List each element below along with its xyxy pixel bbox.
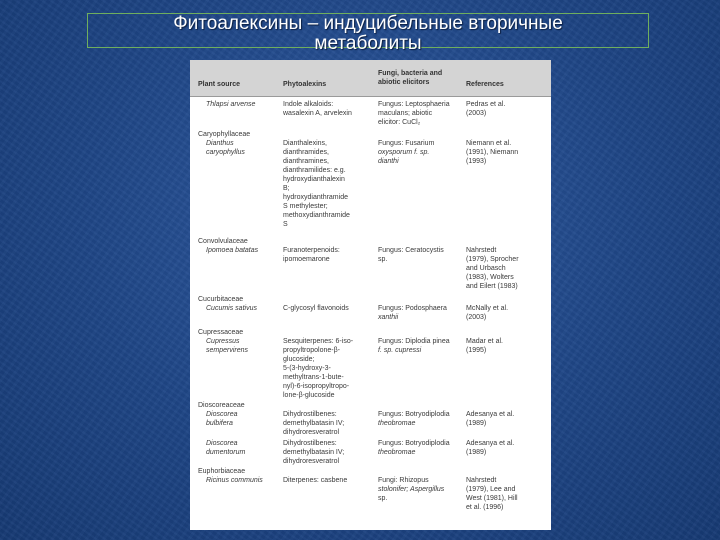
r7-plant-1: Dioscorea bbox=[206, 440, 238, 447]
slide-title bbox=[87, 13, 649, 54]
r3-elic-2: sp. bbox=[378, 256, 388, 263]
r2-plant-1: Dianthus bbox=[206, 140, 234, 147]
r8-elic-3: sp. bbox=[378, 495, 388, 502]
r2-phyto-5: hydroxydianthalexin bbox=[283, 176, 345, 183]
r6-ref-1: Adesanya et al. bbox=[466, 411, 515, 418]
r8-family: Euphorbiaceae bbox=[198, 468, 246, 475]
r5-ref-1: Madar et al. bbox=[466, 338, 503, 345]
r7-ref-2: (1989) bbox=[466, 449, 487, 456]
r8-ref-3: West (1981), Hill bbox=[466, 495, 518, 502]
r7-phyto-3: dihydroresveratrol bbox=[283, 458, 340, 465]
r1-elic-1: Fungus: Leptosphaeria bbox=[378, 101, 450, 108]
r7-plant-2: dumentorum bbox=[206, 449, 246, 456]
r3-ref-3: and Urbasch bbox=[466, 265, 506, 272]
r8-phyto-1: Diterpenes: casbene bbox=[283, 477, 348, 484]
r2-phyto-4: dianthramilides: e.g. bbox=[283, 167, 346, 174]
r6-elic-1: Fungus: Botryodiplodia bbox=[378, 411, 450, 418]
r8-ref-2: (1979), Lee and bbox=[466, 486, 516, 493]
r4-family: Cucurbitaceae bbox=[198, 296, 244, 303]
r6-phyto-2: demethylbatasin IV; bbox=[283, 420, 345, 427]
r4-ref-1: McNally et al. bbox=[466, 305, 509, 312]
r6-family: Dioscoreaceae bbox=[198, 402, 245, 409]
r2-phyto-7: hydroxydianthramide bbox=[283, 194, 348, 201]
r1-phyto-1: Indole alkaloids: bbox=[283, 101, 334, 108]
r2-ref-1: Niemann et al. bbox=[466, 140, 512, 147]
r6-plant-2: bulbifera bbox=[206, 420, 233, 427]
header-elicitors-line-1: Fungi, bacteria and bbox=[378, 70, 443, 77]
r3-elic-1: Fungus: Ceratocystis bbox=[378, 247, 444, 254]
r5-phyto-5: methyltrans-1-bute- bbox=[283, 374, 344, 381]
r5-ref-2: (1995) bbox=[466, 347, 487, 354]
r3-phyto-1: Furanoterpenoids: bbox=[283, 247, 340, 254]
r3-ref-1: Nahrstedt bbox=[466, 247, 497, 254]
r3-plant: Ipomoea batatas bbox=[206, 247, 259, 254]
phytoalexins-table bbox=[190, 60, 551, 530]
r8-ref-4: et al. (1996) bbox=[466, 504, 504, 511]
r1-elic-2: maculans; abiotic bbox=[378, 110, 433, 117]
r5-plant-2: sempervirens bbox=[206, 347, 249, 354]
r2-ref-2: (1991), Niemann bbox=[466, 149, 519, 156]
r2-phyto-1: Dianthalexins, bbox=[283, 140, 327, 147]
r5-phyto-6: nyl)-6-isopropyltropo- bbox=[283, 383, 350, 390]
r7-phyto-1: Dihydrostilbenes: bbox=[283, 440, 337, 447]
r1-phyto-2: wasalexin A, arvelexin bbox=[283, 110, 352, 117]
header-phytoalexins: Phytoalexins bbox=[283, 81, 327, 88]
r8-elic-1: Fungi: Rhizopus bbox=[378, 477, 429, 484]
r2-elic-1: Fungus: Fusarium bbox=[378, 140, 435, 147]
r1-ref-1: Pedras et al. bbox=[466, 101, 506, 108]
r2-ref-3: (1993) bbox=[466, 158, 487, 165]
r5-phyto-2: propyltropolone-β- bbox=[283, 347, 340, 354]
r6-ref-2: (1989) bbox=[466, 420, 487, 427]
r2-phyto-9: methoxydianthramide bbox=[283, 212, 350, 219]
r3-ref-5: and Eilert (1983) bbox=[466, 283, 518, 290]
r5-phyto-4: 5-(3-hydroxy-3- bbox=[283, 365, 331, 372]
r7-ref-1: Adesanya et al. bbox=[466, 440, 515, 447]
r7-elic-1: Fungus: Botryodiplodia bbox=[378, 440, 450, 447]
r7-elic-2: theobromae bbox=[378, 449, 416, 456]
r5-phyto-3: glucoside; bbox=[283, 356, 315, 363]
header-plant-source: Plant source bbox=[198, 81, 241, 88]
r5-elic-2: f. sp. cupressi bbox=[378, 347, 422, 354]
r2-family: Caryophyllaceae bbox=[198, 131, 251, 138]
slide-title-line-2: метаболиты bbox=[314, 33, 422, 54]
r5-family: Cupressaceae bbox=[198, 329, 244, 336]
slide-title-line-1: Фитоалексины – индуцибельные вторичные bbox=[173, 13, 563, 34]
r2-phyto-10: S bbox=[283, 221, 288, 228]
r5-elic-1: Fungus: Diplodia pinea bbox=[378, 338, 450, 345]
r3-family: Convolvulaceae bbox=[198, 238, 248, 245]
r5-phyto-7: lone-β-glucoside bbox=[283, 392, 335, 399]
r3-ref-4: (1983), Wolters bbox=[466, 274, 514, 281]
table-header bbox=[190, 60, 551, 97]
r3-phyto-2: ipomoemarone bbox=[283, 256, 330, 263]
r6-plant-1: Dioscorea bbox=[206, 411, 238, 418]
r2-phyto-6: B; bbox=[283, 185, 290, 192]
r4-ref-2: (2003) bbox=[466, 314, 487, 321]
r5-phyto-1: Sesquiterpenes: 6-iso- bbox=[283, 338, 354, 345]
r6-phyto-1: Dihydrostilbenes: bbox=[283, 411, 337, 418]
r2-elic-3: dianthi bbox=[378, 158, 399, 165]
r8-ref-1: Nahrstedt bbox=[466, 477, 497, 484]
r2-phyto-2: dianthramides, bbox=[283, 149, 329, 156]
r2-phyto-8: S methylester; bbox=[283, 203, 328, 210]
r6-phyto-3: dihydroresveratrol bbox=[283, 429, 340, 436]
r1-elic-3: elicitor: CuCl₂ bbox=[378, 119, 421, 126]
r3-ref-2: (1979), Sprocher bbox=[466, 256, 519, 263]
r2-phyto-3: dianthramines, bbox=[283, 158, 329, 165]
r8-plant: Ricinus communis bbox=[206, 477, 263, 484]
r5-plant-1: Cupressus bbox=[206, 338, 240, 345]
r1-ref-2: (2003) bbox=[466, 110, 487, 117]
r8-elic-2: stolonifer; Aspergillus bbox=[378, 486, 445, 493]
header-references: References bbox=[466, 81, 504, 88]
r2-elic-2: oxysporum f. sp. bbox=[378, 149, 430, 156]
r4-plant: Cucumis sativus bbox=[206, 305, 257, 312]
r2-plant-2: caryophyllus bbox=[206, 149, 245, 156]
r1-plant: Thlapsi arvense bbox=[206, 101, 256, 108]
r4-elic-1: Fungus: Podosphaera bbox=[378, 305, 447, 312]
r7-phyto-2: demethylbatasin IV; bbox=[283, 449, 345, 456]
header-elicitors-line-2: abiotic elicitors bbox=[378, 79, 430, 86]
r4-elic-2: xanthii bbox=[378, 314, 399, 321]
r6-elic-2: theobromae bbox=[378, 420, 416, 427]
r4-phyto-1: C-glycosyl flavonoids bbox=[283, 305, 349, 312]
